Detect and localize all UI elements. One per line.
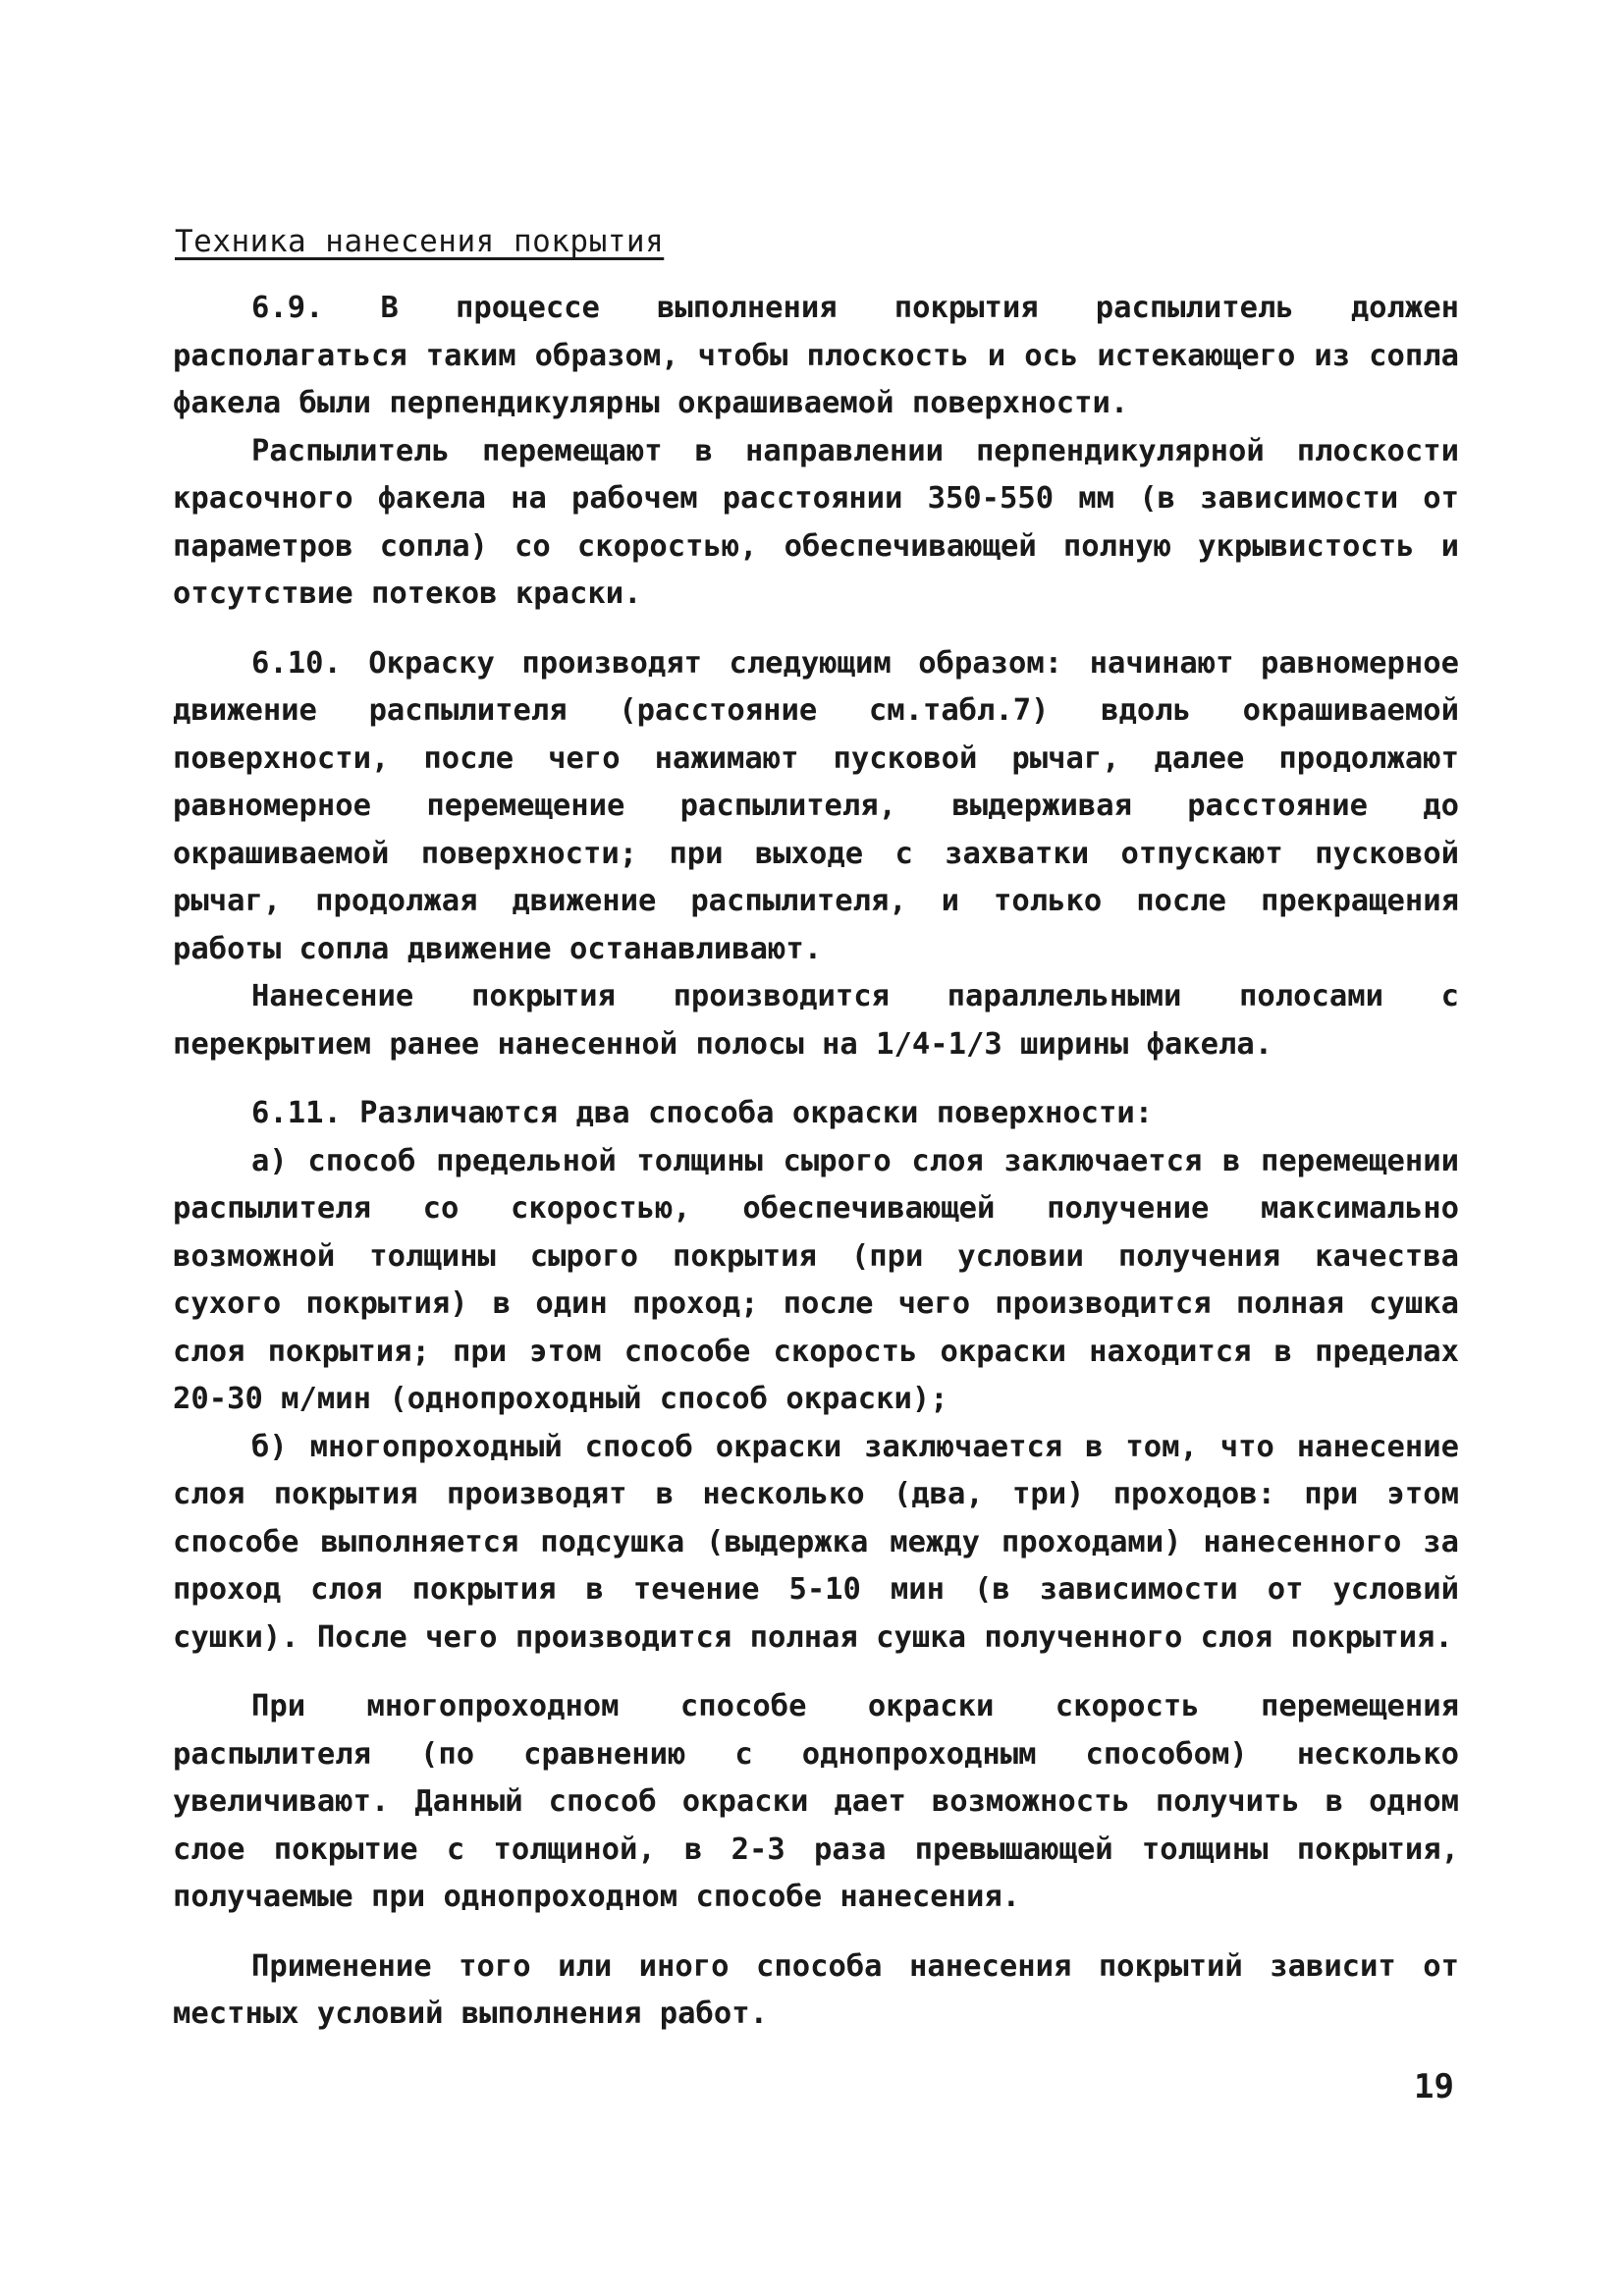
paragraph-parallel-strips: Нанесение покрытия производится параллельными полосами с перекрытием ранее нанесенной полосы на 1/4-1/3 ширины факела. [173,979,1459,1062]
body-text [173,285,1459,2039]
paragraph-6-10: 6.10. Окраску производят следующим образом: начинают равномерное движение распылителя (расстояние см.табл.7) вдоль окрашиваемой поверхности, после чего нажимают пусковой рычаг, далее продолжают равномерное перемещение распылителя, выдерживая расстояние до окрашиваемой поверхности; при выходе с захватки отпускают пусковой рычаг, продолжая движение распылителя, и только после прекращения работы сопла движение останавливают. [173,645,1459,966]
paragraph-method-b: б) многопроходный способ окраски заключается в том, что нанесение слоя покрытия производят в несколько (два, три) проходов: при этом способе выполняется подсушка (выдержка между проходами) нанесенного за проход слоя покрытия в течение 5-10 мин (в зависимости от условий сушки). После чего производится полная сушка полученного слоя покрытия. [173,1429,1459,1655]
paragraph-6-11: 6.11. Различаются два способа окраски поверхности: [251,1096,1154,1130]
paragraph-6-9: 6.9. В процессе выполнения покрытия распылитель должен располагаться таким образом, чтобы плоскость и ось истекающего из сопла факела были перпендикулярны окрашиваемой поверхности. [173,291,1459,420]
page-number: 19 [1414,2067,1454,2106]
section-title: Техника нанесения покрытия [175,224,665,259]
paragraph-method-a: а) способ предельной толщины сырого слоя заключается в перемещении распылителя со скоростью, обеспечивающей получение максимально возможной толщины сырого покрытия (при условии получения качества сухого покрытия) в один проход; после чего производится полная сушка слоя покрытия; при этом способе скорость окраски находится в пределах 20-30 м/мин (однопроходный способ окраски); [173,1143,1459,1416]
paragraph-multipass: При многопроходном способе окраски скорость перемещения распылителя (по сравнению с однопроходным способом) несколько увеличивают. Данный способ окраски дает возможность получить в одном слое покрытие с толщиной, в 2-3 раза превышающей толщины покрытия, получаемые при однопроходном способе нанесения. [173,1689,1459,1914]
paragraph-conditions: Применение того или иного способа нанесения покрытий зависит от местных условий выполнения работ. [173,1948,1459,2031]
paragraph-sprayer-movement: Распылитель перемещают в направлении перпендикулярной плоскости красочного факела на рабочем расстоянии 350-550 мм (в зависимости от параметров сопла) со скоростью, обеспечивающей полную укрывистость и отсутствие потеков краски. [173,433,1459,611]
